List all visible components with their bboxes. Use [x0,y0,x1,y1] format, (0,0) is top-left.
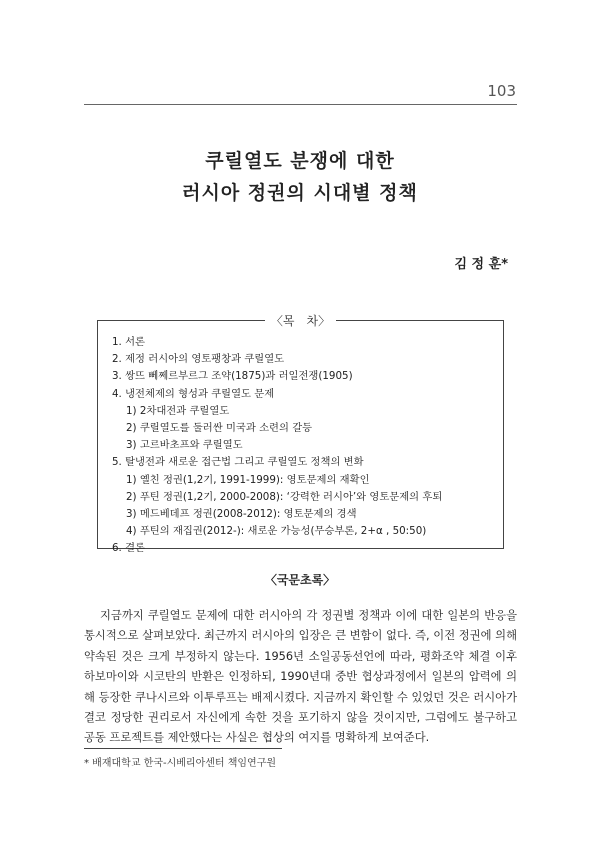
toc-subitem: 2) 푸틴 정권(1,2기, 2000-2008): ‘강력한 러시아’와 영토문제의 후퇴 [126,490,443,503]
abstract-body: 지금까지 쿠릴열도 문제에 대한 러시아의 각 정권별 정책과 이에 대한 일본의 반응을 통시적으로 살펴보았다. 최근까지 러시아의 입장은 큰 변함이 없다. 즉, 이전 정권에 의해 약속된 것은 크게 부정하지 않는다. 1956년 소일공동선언에 따라, 평화조약 체결 이후 하보마이와 시코탄의 반환은 인정하되, 1990년대 중반 협상과정에서 일본의 압력에 의해 등장한 쿠나시르와 이투루프는 배제시켰다. 지금까지 확인할 수 있었던 것은 러시아가 결코 정당한 권리로서 자신에게 속한 것을 포기하지 않을 것이지만, 그럼에도 불구하고 공동 프로젝트를 제안했다는 사실은 협상의 여지를 명확하게 보여준다. [84,609,517,745]
toc-list [112,334,495,557]
toc-item: 6. 결론 [112,542,145,555]
toc-subitem: 2) 쿠릴열도를 둘러싼 미국과 소련의 갈등 [126,421,313,434]
title-line-1: 쿠릴열도 분쟁에 대한 [205,150,395,172]
page-number: 103 [487,82,516,100]
toc-item: 5. 탈냉전과 새로운 접근법 그리고 쿠릴열도 정책의 변화 [112,456,364,469]
toc-heading: 〈목 차〉 [265,314,336,328]
header-divider [84,104,517,105]
toc-item: 2. 제정 러시아의 영토팽창과 쿠릴열도 [112,353,285,366]
abstract-heading: 〈국문초록〉 [264,573,336,587]
toc-item: 1. 서론 [112,336,145,348]
toc-subitem: 3) 고르바초프와 쿠릴열도 [126,439,243,452]
toc-subitem: 4) 푸틴의 재집권(2012-): 새로운 가능성(무승부론, 2+α , 50:50) [126,525,427,538]
toc-subitem: 1) 2차대전과 쿠릴열도 [126,404,230,417]
table-of-contents [97,314,504,555]
toc-subitem: 1) 옐친 정권(1,2기, 1991-1999): 영토문제의 재확인 [126,473,370,486]
footnote: * 배재대학교 한국-시베리아센터 책임연구원 [84,758,277,769]
title-line-2: 러시아 정권의 시대별 정책 [182,182,418,204]
toc-heading-wrap [98,312,503,329]
toc-item: 4. 냉전체제의 형성과 쿠릴열도 문제 [112,387,275,400]
author-name: 김 정 훈* [454,257,508,272]
toc-subitem: 3) 메드베데프 정권(2008-2012): 영토문제의 경색 [126,507,357,520]
toc-item: 3. 쌍뜨 뻬쩨르부르그 조약(1875)과 러일전쟁(1905) [112,370,353,383]
footnote-divider [84,748,282,749]
